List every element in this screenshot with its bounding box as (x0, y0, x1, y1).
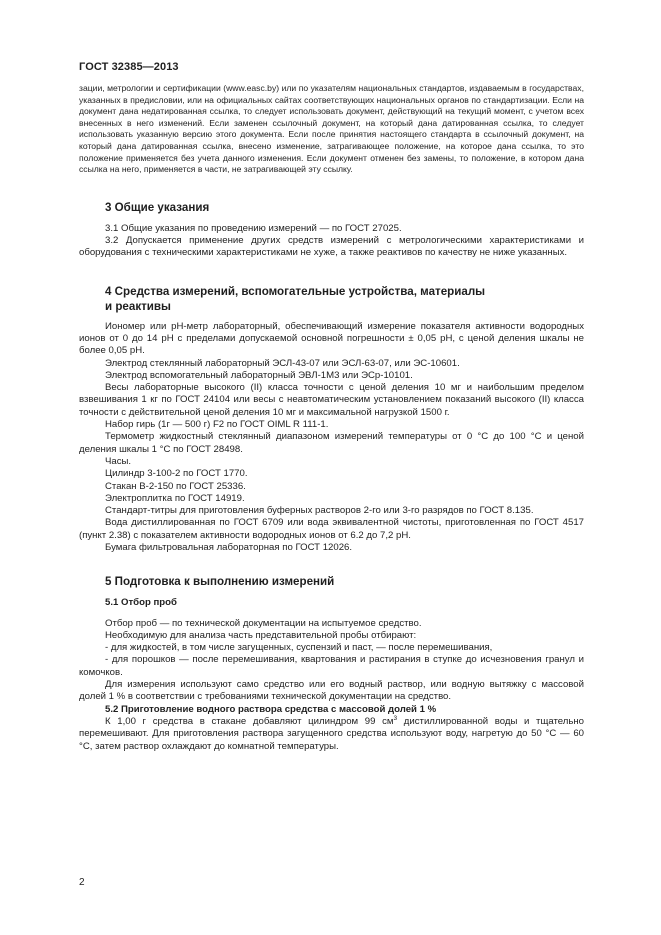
sampling-paragraph: Необходимую для анализа часть представительной пробы отбирают: (105, 629, 417, 641)
intro-paragraph: зации, метрологии и сертификации (www.easc.by) или по указателям национальных стандартов, издаваемым в государствах, указанных в предисловии, или на официальных сайтах соответствующих национальных органов по стандартизации. Если на документ дана недатированная ссылка, то следует использовать документ, действующий на текущий момент, с учетом всех внесенных в него изменений. Если заменен ссылочный документ, на который дана датированная ссылка, то следует использовать указанную версию этого документа. Если после принятия настоящего стандарта в ссылочный документ, на который дана датированная ссылка, внесено изменение, затрагивающее положение, на которое дана ссылка, то это положение применяется без учета данного изменения. Если документ отменен без замены, то положение, в котором дана ссылка на него, применяется в части, не затрагивающей эту ссылку. (79, 83, 584, 175)
equipment-item: Вода дистиллированная по ГОСТ 6709 или вода эквивалентной чистоты, приготовленная по ГОСТ 4517 (пункт 2.38) с показателем активности водородных ионов от 6.2 до 7,2 рН. (79, 517, 584, 541)
sampling-paragraph: Отбор проб — по технической документации на испытуемое средство. (105, 617, 422, 629)
section-5-title: 5 Подготовка к выполнению измерений (105, 575, 335, 589)
section-3-1-paragraph: 3.1 Общие указания по проведению измерений — по ГОСТ 27025. (105, 222, 402, 234)
equipment-item: Термометр жидкостный стеклянный диапазоном измерений температуры от 0 °С до 100 °С и ценой деления шкалы 1 °С по ГОСТ 28498. (79, 431, 584, 455)
subsection-5-1-title: 5.1 Отбор проб (105, 597, 177, 609)
equipment-item: Электрод стеклянный лабораторный ЭСЛ-43-07 или ЭСЛ-63-07, или ЭС-10601. (105, 357, 460, 369)
cubic-superscript: 3 (393, 714, 398, 722)
standard-code-header: ГОСТ 32385—2013 (79, 61, 179, 73)
sampling-paragraph: Для измерения используют само средство или его водный раствор, или водную вытяжку с массовой долей 1 % в соответствии с требованиями технической документации на средство. (79, 679, 584, 703)
solution-prep-text-b: дистиллированной воды и тщательно перемешивают. Для приготовления раствора загущенного средства используют воду, нагретую до 50 °С — 60 °С, затем раствор охлаждают до комнатной температуры. (79, 715, 584, 752)
section-3-title: 3 Общие указания (105, 200, 210, 214)
solution-prep-text-a: К 1,00 г средства в стакане добавляют цилиндром 99 см (105, 715, 394, 727)
equipment-item: Стандарт-титры для приготовления буферных растворов 2-го или 3-го разрядов по ГОСТ 8.135. (105, 505, 534, 517)
equipment-item: Часы. (105, 455, 132, 467)
equipment-item: Стакан В-2-150 по ГОСТ 25336. (105, 480, 246, 492)
section-3-2-paragraph: 3.2 Допускается применение других средств измерений с метрологическими характеристиками и оборудования с техническими характеристиками не хуже, а также реактивов по качеству не ниже указанных. (79, 235, 584, 259)
equipment-item: Бумага фильтровальная лабораторная по ГОСТ 12026. (105, 541, 353, 553)
subsection-5-2-title: 5.2 Приготовление водного раствора средства с массовой долей 1 % (105, 703, 437, 715)
intro-continuation (79, 83, 584, 176)
section-4-title-line1: 4 Средства измерений, вспомогательные устройства, материалы (105, 284, 486, 298)
equipment-item: Иономер или рН-метр лабораторный, обеспечивающий измерение показателя активности водородных ионов от 0 до 14 рН с пределами допускаемой основной погрешности ± 0,05 рН, с ценой деления шкалы не более 0,05 рН. (79, 320, 584, 357)
page-number: 2 (79, 877, 85, 888)
equipment-item: Электроплитка по ГОСТ 14919. (105, 492, 245, 504)
equipment-item: Весы лабораторные высокого (II) класса точности с ценой деления 10 мг и наибольшим пределом взвешивания 1 кг по ГОСТ 24104 или весы с неавтоматическим установлением показаний высокого (II) класса точности с действительной ценой деления 10 мг и максимальной нагрузкой 1500 г. (79, 382, 584, 418)
equipment-item: Цилиндр 3-100-2 по ГОСТ 1770. (105, 468, 248, 480)
sampling-paragraph: - для жидкостей, в том числе загущенных, суспензий и паст, — после перемешивания, (105, 642, 493, 654)
sampling-paragraph: - для порошков — после перемешивания, квартования и растирания в ступке до исчезновения гранул и комочков. (79, 654, 584, 678)
equipment-item: Электрод вспомогательный лабораторный ЭВЛ-1М3 или ЭСр-10101. (105, 369, 413, 381)
page-content (79, 83, 584, 753)
solution-prep-paragraph (79, 716, 584, 753)
equipment-item: Набор гирь (1г — 500 г) F2 по ГОСТ OIML R 111-1. (105, 419, 329, 431)
section-4-title-line2: и реактивы (105, 299, 171, 313)
